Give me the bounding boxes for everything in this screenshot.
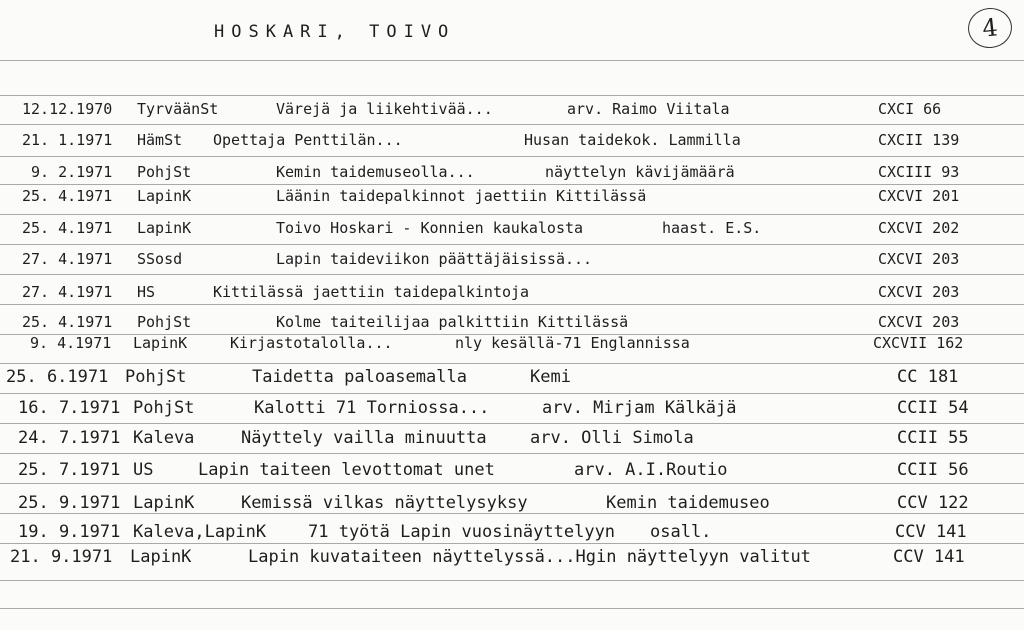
ruled-line xyxy=(0,393,1024,394)
ruled-line xyxy=(0,274,1024,275)
ruled-line xyxy=(0,363,1024,364)
entry-headline: Värejä ja liikehtivää... xyxy=(276,100,493,118)
ruled-line xyxy=(0,580,1024,581)
entry-headline: Kittilässä jaettiin taidepalkintoja xyxy=(213,283,530,301)
entry-source: US xyxy=(133,460,154,480)
entry-headline: Lapin kuvataiteen näyttelyssä...Hgin näyttelyyn valitut xyxy=(248,547,811,567)
entry-date: 25. 4.1971 xyxy=(22,219,113,237)
entry-ref: CCV 122 xyxy=(897,493,969,513)
entry-headline: Kirjastotalolla... xyxy=(230,334,393,352)
entry-note: arv. A.I.Routio xyxy=(574,460,728,480)
entry-ref: CXCI 66 xyxy=(878,100,942,118)
entry-headline: Näyttely vailla minuutta xyxy=(241,428,487,448)
ruled-line xyxy=(0,124,1024,125)
entry-source: LapinK xyxy=(137,187,192,205)
entry-ref: CCII 54 xyxy=(897,398,969,418)
entry-source: HS xyxy=(137,283,156,301)
entry-date: 9. 2.1971 xyxy=(31,163,113,181)
entry-row xyxy=(0,131,1024,153)
ruled-line xyxy=(0,453,1024,454)
entry-date: 24. 7.1971 xyxy=(18,428,121,448)
entry-date: 19. 9.1971 xyxy=(18,522,121,542)
entry-row xyxy=(0,334,1024,356)
entry-row xyxy=(0,313,1024,335)
entry-row xyxy=(0,367,1024,389)
entry-ref: CXCVI 201 xyxy=(878,187,960,205)
entry-row xyxy=(0,493,1024,515)
card-title: HOSKARI, TOIVO xyxy=(214,22,456,42)
entry-date: 9. 4.1971 xyxy=(30,334,112,352)
ruled-line xyxy=(0,483,1024,484)
entry-headline: Toivo Hoskari - Konnien kaukalosta xyxy=(276,219,584,237)
entry-headline: Taidetta paloasemalla xyxy=(252,367,467,387)
entry-ref: CXCIII 93 xyxy=(878,163,960,181)
entry-note: arv. Olli Simola xyxy=(530,428,694,448)
entry-row xyxy=(0,283,1024,305)
entry-row xyxy=(0,398,1024,420)
entry-source: PohjSt xyxy=(137,313,192,331)
entry-headline: Kalotti 71 Torniossa... xyxy=(254,398,490,418)
ruled-line xyxy=(0,214,1024,215)
entry-headline: Lapin taiteen levottomat unet xyxy=(198,460,495,480)
entry-ref: CXCVII 162 xyxy=(873,334,964,352)
entry-note: arv. Mirjam Kälkäjä xyxy=(542,398,737,418)
ruled-line xyxy=(0,244,1024,245)
entry-note: Kemin taidemuseo xyxy=(606,493,770,513)
entry-ref: CXCVI 202 xyxy=(878,219,960,237)
entry-headline: Kolme taiteilijaa palkittiin Kittilässä xyxy=(276,313,629,331)
entry-date: 25. 9.1971 xyxy=(18,493,121,513)
circled-page-number: 4 xyxy=(966,6,1014,50)
entry-ref: CCII 55 xyxy=(897,428,969,448)
entry-date: 16. 7.1971 xyxy=(18,398,121,418)
entry-date: 27. 4.1971 xyxy=(22,283,113,301)
entry-source: PohjSt xyxy=(137,163,192,181)
entry-headline: Läänin taidepalkinnot jaettiin Kittilässä xyxy=(276,187,647,205)
ruled-line xyxy=(0,423,1024,424)
ruled-line xyxy=(0,156,1024,157)
entry-note: haast. E.S. xyxy=(662,219,762,237)
entry-date: 25. 4.1971 xyxy=(22,187,113,205)
entry-source: LapinK xyxy=(133,493,195,513)
entry-note: näyttelyn kävijämäärä xyxy=(545,163,735,181)
entry-note: arv. Raimo Viitala xyxy=(567,100,730,118)
entry-source: HämSt xyxy=(137,131,183,149)
entry-ref: CCV 141 xyxy=(895,522,967,542)
entry-headline: Kemin taidemuseolla... xyxy=(276,163,475,181)
entry-note: osall. xyxy=(650,522,712,542)
entry-note: Kemi xyxy=(530,367,571,387)
entry-source: LapinK xyxy=(137,219,192,237)
entry-source: LapinK xyxy=(133,334,188,352)
entry-headline: 71 työtä Lapin vuosinäyttelyyn xyxy=(308,522,616,542)
entry-source: Kaleva,LapinK xyxy=(133,522,267,542)
entry-headline: Lapin taideviikon päättäjäisissä... xyxy=(276,250,593,268)
entry-row xyxy=(0,522,1024,544)
entry-source: Kaleva xyxy=(133,428,195,448)
entry-row xyxy=(0,187,1024,209)
entry-date: 25. 6.1971 xyxy=(6,367,109,387)
entry-headline: Opettaja Penttilän... xyxy=(213,131,403,149)
entry-date: 12.12.1970 xyxy=(22,100,113,118)
entry-source: TyrväänSt xyxy=(137,100,219,118)
entry-source: LapinK xyxy=(130,547,192,567)
entry-row xyxy=(0,219,1024,241)
entry-date: 27. 4.1971 xyxy=(22,250,113,268)
ruled-line xyxy=(0,95,1024,96)
entry-ref: CXCVI 203 xyxy=(878,283,960,301)
entry-ref: CC 181 xyxy=(897,367,959,387)
entry-note: Husan taidekok. Lammilla xyxy=(524,131,741,149)
ruled-line xyxy=(0,60,1024,61)
entry-headline: Kemissä vilkas näyttelysyksy xyxy=(241,493,528,513)
entry-row xyxy=(0,250,1024,272)
entry-source: PohjSt xyxy=(133,398,195,418)
entry-ref: CCII 56 xyxy=(897,460,969,480)
entry-row xyxy=(0,547,1024,569)
entry-row xyxy=(0,428,1024,450)
entry-ref: CCV 141 xyxy=(893,547,965,567)
entry-source: SSosd xyxy=(137,250,183,268)
entry-date: 21. 1.1971 xyxy=(22,131,113,149)
entry-date: 25. 7.1971 xyxy=(18,460,121,480)
entry-row xyxy=(0,100,1024,122)
entry-date: 25. 4.1971 xyxy=(22,313,113,331)
entry-ref: CXCVI 203 xyxy=(878,250,960,268)
entry-source: PohjSt xyxy=(125,367,187,387)
entry-date: 21. 9.1971 xyxy=(10,547,113,567)
entry-note: nly kesällä-71 Englannissa xyxy=(455,334,690,352)
entry-ref: CXCVI 203 xyxy=(878,313,960,331)
entry-row xyxy=(0,163,1024,185)
entry-row xyxy=(0,460,1024,482)
entry-ref: CXCII 139 xyxy=(878,131,960,149)
ruled-line xyxy=(0,608,1024,609)
